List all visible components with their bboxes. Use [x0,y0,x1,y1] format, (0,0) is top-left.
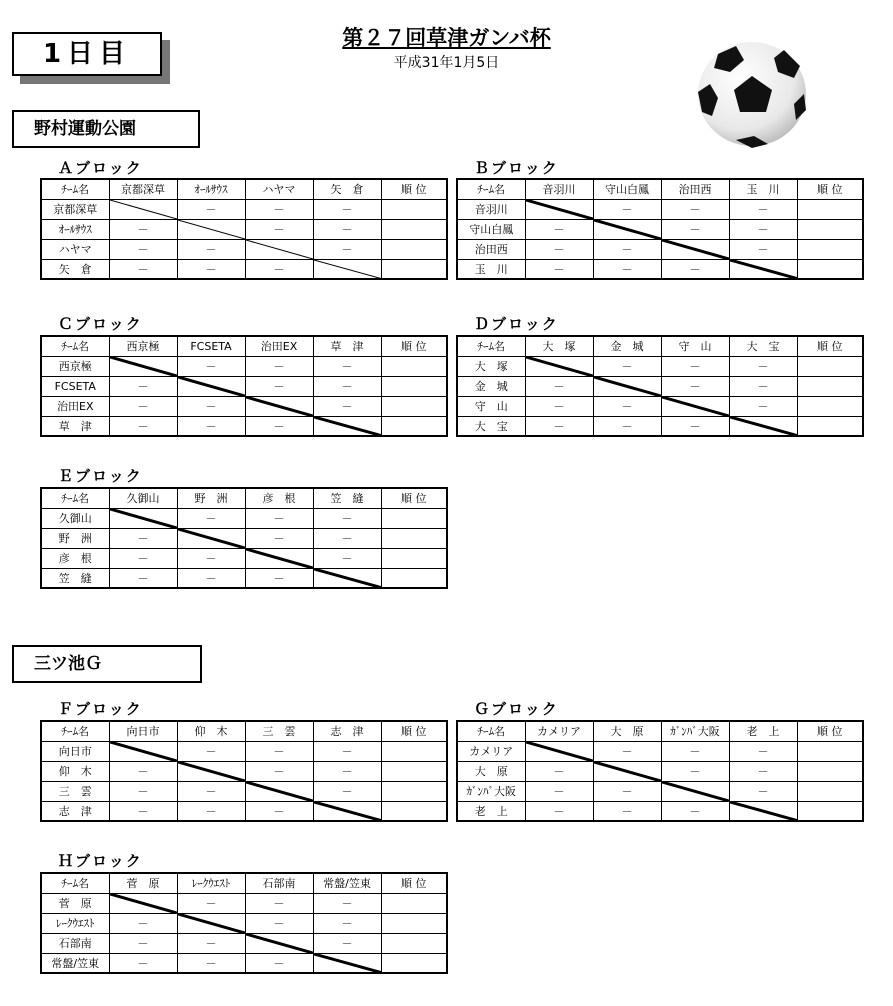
header-team: 常盤/笠東 [313,873,381,893]
result-cell: － [593,259,661,279]
header-team: 草 津 [313,336,381,356]
rank-cell [381,741,447,761]
rank-cell [797,356,863,376]
result-cell: － [109,801,177,821]
block-table [456,178,864,280]
table-row [457,801,863,821]
row-team-name: 常盤/笠東 [41,953,109,973]
table-row [41,781,447,801]
header-team: 彦 根 [245,488,313,508]
block-label: Ｈブロック [58,852,143,870]
table-row [457,199,863,219]
rank-cell [797,781,863,801]
diagonal-cell [313,568,381,588]
result-cell: － [177,568,245,588]
block-label: Ｇブロック [474,700,559,718]
diagonal-cell [593,219,661,239]
table-row [41,508,447,528]
row-team-name: 笠 縫 [41,568,109,588]
result-cell: － [525,239,593,259]
result-cell: － [729,219,797,239]
table-row [457,781,863,801]
rank-cell [381,893,447,913]
table-row [41,239,447,259]
row-team-name: 治田EX [41,396,109,416]
header-team: 京都深草 [109,179,177,199]
header-team: ﾚｰｸｳｴｽﾄ [177,873,245,893]
diagonal-cell [177,528,245,548]
table-row [457,259,863,279]
result-cell: － [177,953,245,973]
diagonal-cell [109,893,177,913]
block-label: Ｅブロック [58,467,143,485]
result-cell: － [177,508,245,528]
header-rank: 順 位 [797,179,863,199]
day-label: 1日目 [12,32,162,76]
diagonal-cell [245,396,313,416]
rank-cell [797,801,863,821]
result-cell: － [177,933,245,953]
rank-cell [381,396,447,416]
result-cell: － [593,239,661,259]
result-cell: － [109,528,177,548]
header-team: 大 塚 [525,336,593,356]
header-team-name: ﾁｰﾑ名 [457,179,525,199]
block-table [40,335,448,437]
row-team-name: 守山白鳳 [457,219,525,239]
venue-name: 三ツ池Ｇ [12,645,202,683]
diagonal-cell [525,741,593,761]
rank-cell [797,396,863,416]
diagonal-cell [109,508,177,528]
header-team-name: ﾁｰﾑ名 [41,336,109,356]
header-team: ｵｰﾙｻｳｽ [177,179,245,199]
row-team-name: ｵｰﾙｻｳｽ [41,219,109,239]
result-cell: － [525,396,593,416]
header-team: 三 雲 [245,721,313,741]
result-cell: － [593,781,661,801]
row-team-name: 仰 木 [41,761,109,781]
result-cell: － [313,376,381,396]
row-team-name: 老 上 [457,801,525,821]
result-cell: － [661,259,729,279]
rank-cell [381,239,447,259]
table-row [41,548,447,568]
result-cell: － [313,508,381,528]
header-rank: 順 位 [381,336,447,356]
result-cell: － [313,741,381,761]
table-row [41,913,447,933]
header-team-name: ﾁｰﾑ名 [41,873,109,893]
table-row [457,376,863,396]
row-team-name: カメリア [457,741,525,761]
diagonal-cell [313,801,381,821]
header-rank: 順 位 [381,179,447,199]
result-cell: － [313,761,381,781]
result-cell: － [177,416,245,436]
rank-cell [381,199,447,219]
header-team: 大 原 [593,721,661,741]
header-team: 金 城 [593,336,661,356]
result-cell: － [177,259,245,279]
diagonal-cell [245,933,313,953]
table-row [457,396,863,416]
result-cell: － [177,741,245,761]
table-row [41,376,447,396]
row-team-name: 音羽川 [457,199,525,219]
row-team-name: 菅 原 [41,893,109,913]
table-row [457,761,863,781]
row-team-name: 彦 根 [41,548,109,568]
result-cell: － [313,199,381,219]
result-cell: － [313,239,381,259]
table-row [457,239,863,259]
table-row [41,741,447,761]
rank-cell [381,219,447,239]
row-team-name: 京都深草 [41,199,109,219]
result-cell: － [109,376,177,396]
rank-cell [797,259,863,279]
diagonal-cell [109,741,177,761]
row-team-name: 治田西 [457,239,525,259]
result-cell: － [109,239,177,259]
diagonal-cell [729,416,797,436]
block-label: Ｂブロック [474,159,559,177]
diagonal-cell [729,801,797,821]
table-row [41,801,447,821]
header-team: 音羽川 [525,179,593,199]
result-cell: － [313,781,381,801]
result-cell: － [313,933,381,953]
header-team: カメリア [525,721,593,741]
table-row [41,893,447,913]
block-table [40,487,448,589]
result-cell: － [313,893,381,913]
rank-cell [381,801,447,821]
header-team: 仰 木 [177,721,245,741]
rank-cell [381,781,447,801]
result-cell: － [109,548,177,568]
header-team: 石部南 [245,873,313,893]
header-team: 向日市 [109,721,177,741]
result-cell: － [525,376,593,396]
header-team: 守 山 [661,336,729,356]
block-table [456,335,864,437]
rank-cell [381,933,447,953]
result-cell: － [109,953,177,973]
header-team: 西京極 [109,336,177,356]
result-cell: － [245,376,313,396]
result-cell: － [729,376,797,396]
table-row [457,741,863,761]
rank-cell [797,376,863,396]
result-cell: － [109,259,177,279]
diagonal-cell [661,781,729,801]
row-team-name: 大 原 [457,761,525,781]
rank-cell [797,199,863,219]
row-team-name: 草 津 [41,416,109,436]
result-cell: － [245,953,313,973]
result-cell: － [313,528,381,548]
rank-cell [797,416,863,436]
result-cell: － [245,199,313,219]
result-cell: － [313,548,381,568]
rank-cell [797,239,863,259]
result-cell: － [177,548,245,568]
result-cell: － [729,396,797,416]
header-team: 志 津 [313,721,381,741]
result-cell: － [525,416,593,436]
result-cell: － [661,741,729,761]
result-cell: － [109,219,177,239]
result-cell: － [245,219,313,239]
venue-name: 野村運動公園 [12,110,200,148]
diagonal-cell [313,416,381,436]
header-team: 菅 原 [109,873,177,893]
table-row [41,953,447,973]
rank-cell [381,416,447,436]
diagonal-cell [177,219,245,239]
result-cell: － [313,913,381,933]
result-cell: － [525,259,593,279]
row-team-name: 矢 倉 [41,259,109,279]
diagonal-cell [245,548,313,568]
row-team-name: 志 津 [41,801,109,821]
result-cell: － [177,396,245,416]
diagonal-cell [593,761,661,781]
result-cell: － [593,741,661,761]
block-table [40,720,448,822]
header-rank: 順 位 [381,873,447,893]
header-team: 老 上 [729,721,797,741]
result-cell: － [109,781,177,801]
block-label: Ｃブロック [58,315,143,333]
diagonal-cell [525,199,593,219]
result-cell: － [109,568,177,588]
diagonal-cell [313,953,381,973]
result-cell: － [313,356,381,376]
result-cell: － [177,239,245,259]
result-cell: － [525,219,593,239]
row-team-name: ﾚｰｸｳｴｽﾄ [41,913,109,933]
header-team-name: ﾁｰﾑ名 [41,488,109,508]
block-table [456,720,864,822]
header-team: 玉 川 [729,179,797,199]
header-team-name: ﾁｰﾑ名 [41,721,109,741]
rank-cell [381,356,447,376]
result-cell: － [661,376,729,396]
diagonal-cell [177,913,245,933]
rank-cell [381,913,447,933]
result-cell: － [109,761,177,781]
row-team-name: 久御山 [41,508,109,528]
header-team-name: ﾁｰﾑ名 [41,179,109,199]
header-rank: 順 位 [797,721,863,741]
result-cell: － [661,219,729,239]
rank-cell [797,761,863,781]
result-cell: － [661,801,729,821]
row-team-name: 西京極 [41,356,109,376]
row-team-name: ハヤマ [41,239,109,259]
diagonal-cell [109,199,177,219]
result-cell: － [313,396,381,416]
result-cell: － [245,761,313,781]
result-cell: － [177,893,245,913]
result-cell: － [109,933,177,953]
diagonal-cell [313,259,381,279]
result-cell: － [109,416,177,436]
header-team: 笠 縫 [313,488,381,508]
table-row [41,259,447,279]
header-team: 矢 倉 [313,179,381,199]
diagonal-cell [661,239,729,259]
result-cell: － [525,761,593,781]
rank-cell [381,953,447,973]
page-title: 第２７回草津ガンバ杯 [342,26,551,50]
result-cell: － [245,259,313,279]
rank-cell [797,219,863,239]
result-cell: － [177,199,245,219]
result-cell: － [593,199,661,219]
result-cell: － [525,781,593,801]
rank-cell [381,508,447,528]
diagonal-cell [729,259,797,279]
result-cell: － [661,356,729,376]
diagonal-cell [177,376,245,396]
table-row [41,416,447,436]
diagonal-cell [109,356,177,376]
result-cell: － [245,508,313,528]
result-cell: － [593,801,661,821]
result-cell: － [245,528,313,548]
diagonal-cell [245,781,313,801]
header-team: 治田EX [245,336,313,356]
block-label: Ａブロック [58,159,143,177]
table-row [41,761,447,781]
header-team: 大 宝 [729,336,797,356]
header-rank: 順 位 [381,721,447,741]
result-cell: － [729,239,797,259]
block-label: Ｄブロック [474,315,559,333]
row-team-name: 三 雲 [41,781,109,801]
diagonal-cell [245,239,313,259]
table-row [41,568,447,588]
result-cell: － [661,761,729,781]
table-row [41,199,447,219]
header-team-name: ﾁｰﾑ名 [457,336,525,356]
row-team-name: ｶﾞﾝﾊﾞ大阪 [457,781,525,801]
row-team-name: FCSETA [41,376,109,396]
header-team: ｶﾞﾝﾊﾞ大阪 [661,721,729,741]
result-cell: － [729,356,797,376]
result-cell: － [245,913,313,933]
result-cell: － [109,913,177,933]
rank-cell [381,761,447,781]
result-cell: － [245,568,313,588]
rank-cell [381,528,447,548]
table-row [41,933,447,953]
row-team-name: 石部南 [41,933,109,953]
row-team-name: 守 山 [457,396,525,416]
rank-cell [381,376,447,396]
result-cell: － [729,199,797,219]
result-cell: － [177,801,245,821]
result-cell: － [729,761,797,781]
row-team-name: 金 城 [457,376,525,396]
header-team: 野 洲 [177,488,245,508]
diagonal-cell [661,396,729,416]
header-rank: 順 位 [797,336,863,356]
header-team-name: ﾁｰﾑ名 [457,721,525,741]
row-team-name: 大 塚 [457,356,525,376]
table-row [41,528,447,548]
table-row [457,219,863,239]
header-team: 久御山 [109,488,177,508]
header-team: FCSETA [177,336,245,356]
block-label: Ｆブロック [58,700,143,718]
table-row [41,356,447,376]
diagonal-cell [525,356,593,376]
result-cell: － [593,396,661,416]
row-team-name: 玉 川 [457,259,525,279]
result-cell: － [245,801,313,821]
result-cell: － [177,781,245,801]
diagonal-cell [177,761,245,781]
header-team: 守山白鳳 [593,179,661,199]
block-table [40,178,448,280]
result-cell: － [177,356,245,376]
row-team-name: 野 洲 [41,528,109,548]
header-team: 治田西 [661,179,729,199]
result-cell: － [245,741,313,761]
table-row [457,356,863,376]
rank-cell [381,259,447,279]
row-team-name: 大 宝 [457,416,525,436]
result-cell: － [525,801,593,821]
result-cell: － [593,416,661,436]
table-row [457,416,863,436]
result-cell: － [661,199,729,219]
rank-cell [797,741,863,761]
rank-cell [381,548,447,568]
soccer-ball-icon [696,40,808,148]
result-cell: － [729,781,797,801]
diagonal-cell [593,376,661,396]
result-cell: － [313,219,381,239]
rank-cell [381,568,447,588]
result-cell: － [245,356,313,376]
result-cell: － [593,356,661,376]
header-rank: 順 位 [381,488,447,508]
result-cell: － [661,416,729,436]
table-row [41,219,447,239]
table-row [41,396,447,416]
result-cell: － [245,416,313,436]
header-team: ハヤマ [245,179,313,199]
result-cell: － [109,396,177,416]
row-team-name: 向日市 [41,741,109,761]
result-cell: － [245,893,313,913]
event-date: 平成31年1月5日 [393,55,500,71]
block-table [40,872,448,974]
result-cell: － [729,741,797,761]
